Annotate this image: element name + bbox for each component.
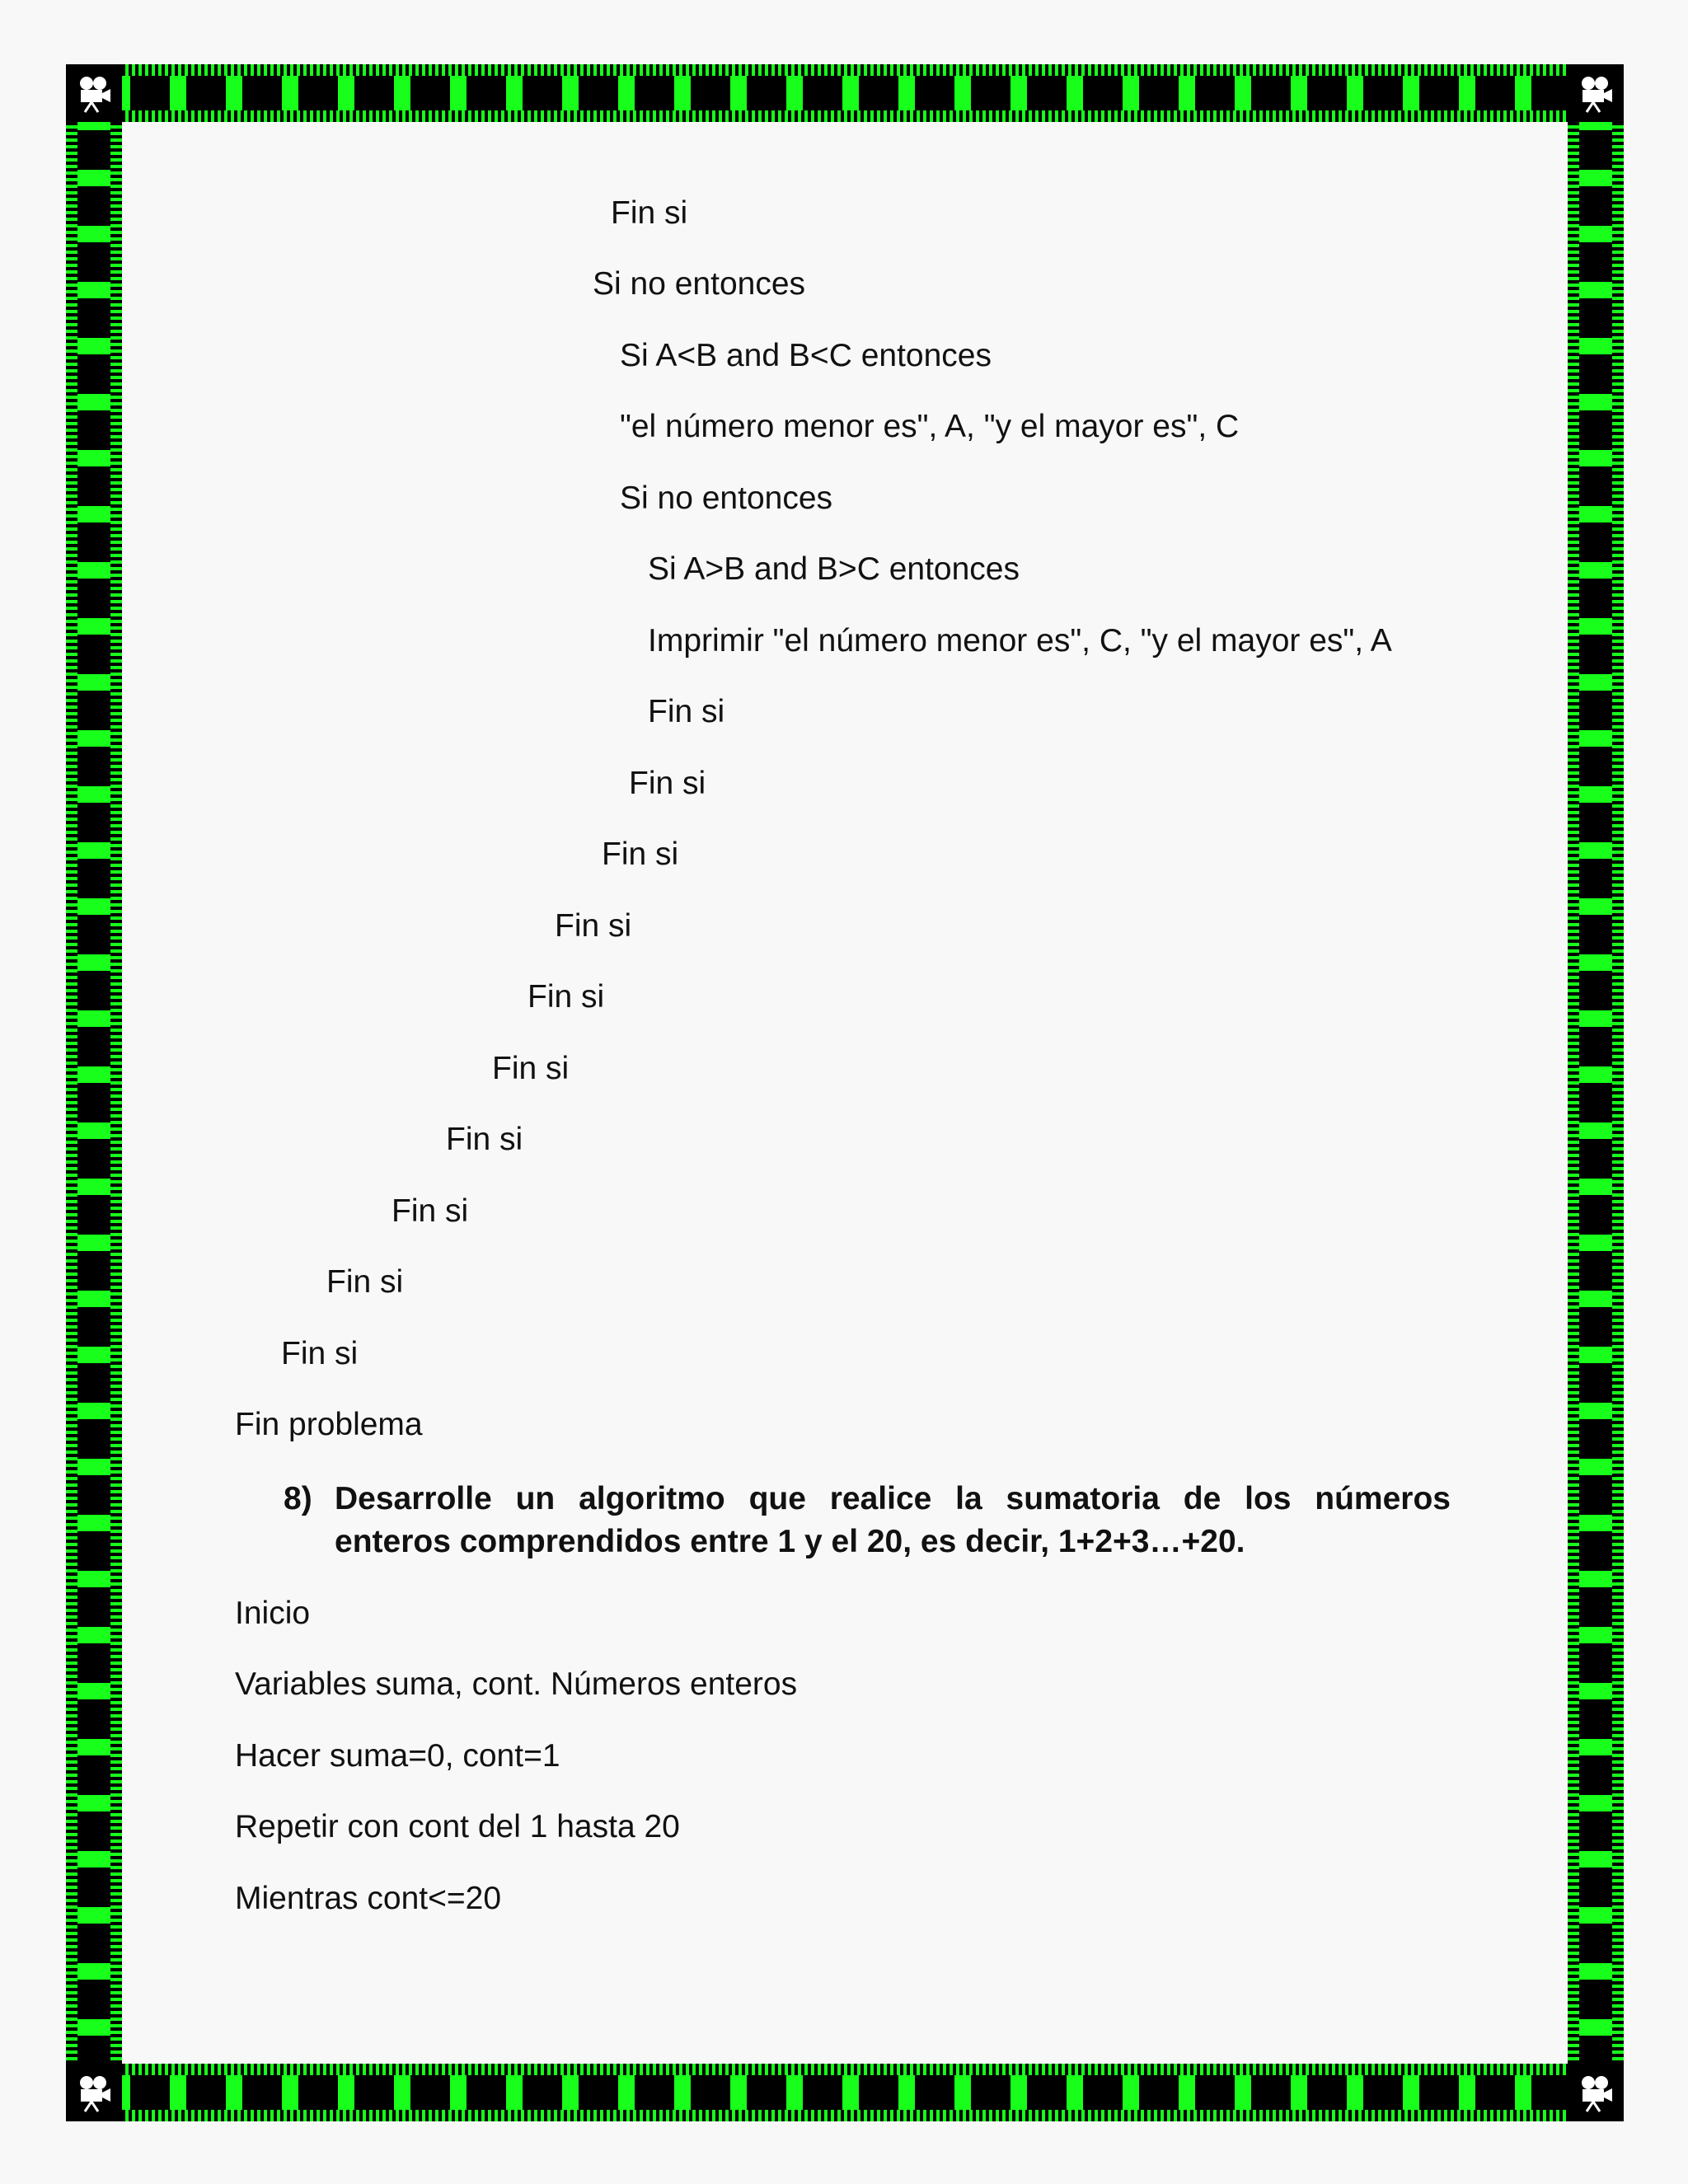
code-line: Fin si bbox=[281, 1336, 359, 1371]
code-line: Fin si bbox=[528, 979, 605, 1015]
task-text-line-2: enteros comprendidos entre 1 y el 20, es decir, 1+2+3…+20. bbox=[335, 1524, 1245, 1559]
movie-camera-icon bbox=[66, 64, 122, 122]
code-line: Hacer suma=0, cont=1 bbox=[235, 1738, 560, 1774]
code-line: Fin si bbox=[629, 766, 706, 801]
film-strip-border-bottom bbox=[122, 2064, 1568, 2121]
code-line: Si no entonces bbox=[620, 480, 833, 516]
code-line: Fin si bbox=[446, 1122, 523, 1157]
film-strip-border-left bbox=[66, 122, 122, 2064]
code-line: Si no entonces bbox=[593, 266, 806, 302]
film-strip-border-top bbox=[122, 64, 1568, 122]
task-text-line-1: Desarrolle un algoritmo que realice la sumatoria de los números bbox=[335, 1481, 1451, 1516]
code-line: Mientras cont<=20 bbox=[235, 1881, 502, 1916]
code-line: Fin si bbox=[648, 694, 725, 729]
code-line: Imprimir "el número menor es", C, "y el mayor es", A bbox=[648, 623, 1392, 658]
code-line: Fin si bbox=[492, 1051, 570, 1086]
task-number: 8) bbox=[284, 1481, 312, 1516]
movie-camera-icon bbox=[66, 2064, 122, 2121]
code-line: Si A<B and B<C entonces bbox=[620, 338, 992, 373]
code-line: Fin si bbox=[326, 1264, 404, 1300]
code-line: Fin problema bbox=[235, 1407, 423, 1442]
movie-camera-icon bbox=[1568, 64, 1624, 122]
code-line: Fin si bbox=[555, 908, 632, 944]
code-line: Variables suma, cont. Números enteros bbox=[235, 1666, 798, 1702]
code-line: "el número menor es", A, "y el mayor es", C bbox=[620, 409, 1240, 444]
code-line: Repetir con cont del 1 hasta 20 bbox=[235, 1809, 680, 1844]
movie-camera-icon bbox=[1568, 2064, 1624, 2121]
code-line: Si A>B and B>C entonces bbox=[648, 551, 1020, 587]
code-line: Fin si bbox=[611, 195, 688, 231]
code-line: Fin si bbox=[602, 837, 679, 872]
code-line: Inicio bbox=[235, 1596, 311, 1631]
code-line: Fin si bbox=[392, 1193, 469, 1229]
film-strip-border-right bbox=[1568, 122, 1624, 2064]
